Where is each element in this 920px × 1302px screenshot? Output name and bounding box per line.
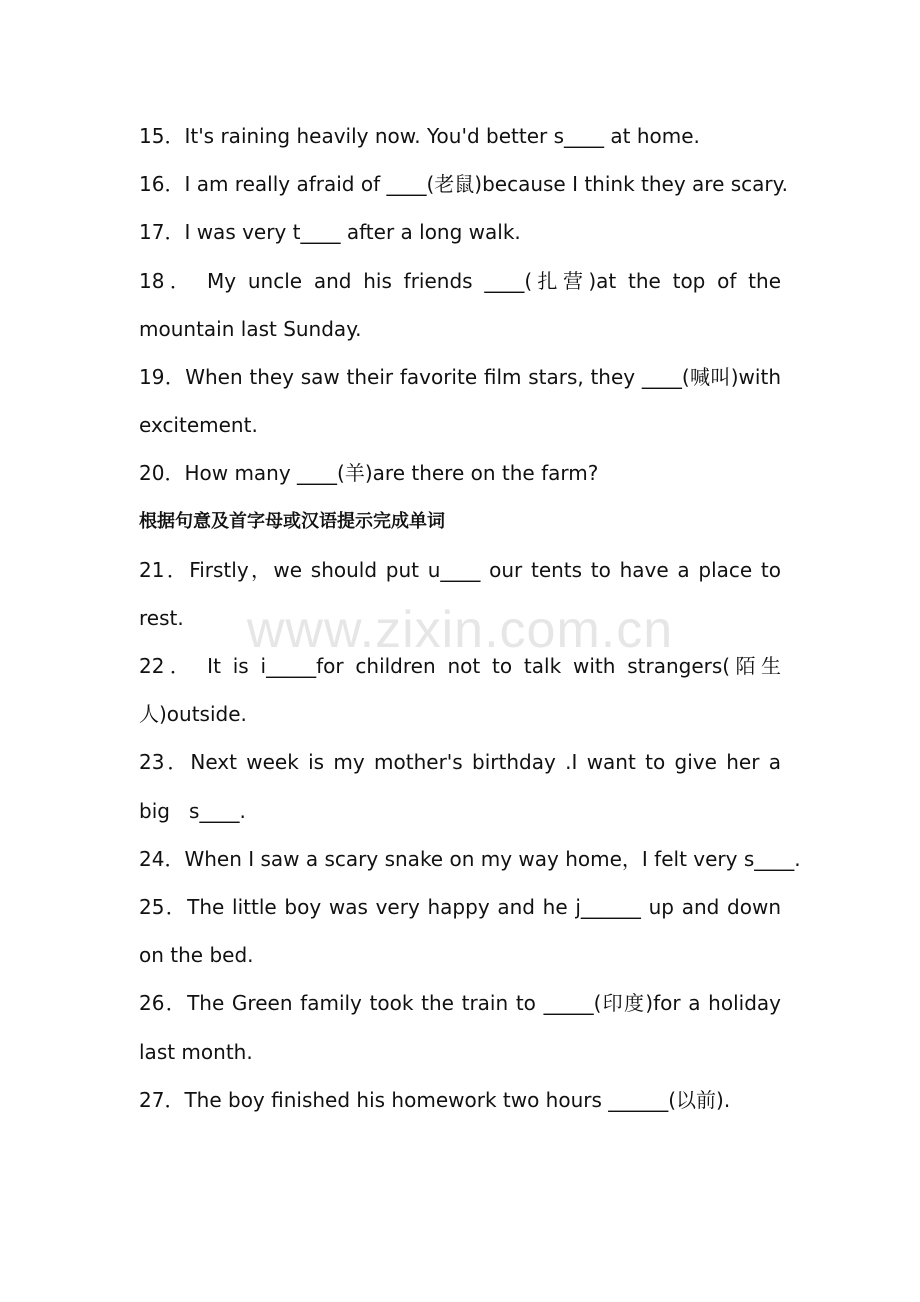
watermark: www.zixin.com.cn <box>246 601 674 659</box>
section-heading: 根据句意及首字母或汉语提示完成单词 <box>139 510 445 532</box>
question-22-continued: 人)outside. <box>139 702 247 727</box>
document-body <box>139 112 801 1124</box>
question-19-continued: excitement. <box>139 413 258 438</box>
question-15: 15．It's raining heavily now. You'd better s____ at home. <box>139 124 700 148</box>
question-23-continued: big s____. <box>139 798 246 823</box>
question-27: 27．The boy finished his homework two hours ______(以前). <box>139 1087 731 1112</box>
question-17: 17．I was very t____ after a long walk. <box>139 220 521 245</box>
question-25: 25．The little boy was very happy and he j______ up and down <box>139 895 781 919</box>
question-16: 16．I am really afraid of ____(老鼠)because I think they are scary. <box>139 172 788 197</box>
question-26: 26．The Green family took the train to _____(印度)for a holiday <box>139 991 781 1016</box>
question-21: 21．Firstly，we should put u____ our tents to have a place to <box>139 557 781 582</box>
question-23: 23．Next week is my mother's birthday .I want to give her a <box>139 750 781 775</box>
question-18-continued: mountain last Sunday. <box>139 316 362 341</box>
question-21-continued: rest. <box>139 605 184 630</box>
question-25-continued: on the bed. <box>139 943 254 968</box>
question-19: 19．When they saw their favorite film stars, they ____(喊叫)with <box>139 364 781 389</box>
question-22: 22． It is i_____for children not to talk with strangers(陌生 <box>139 654 781 679</box>
question-26-continued: last month. <box>139 1039 253 1064</box>
question-20: 20．How many ____(羊)are there on the farm? <box>139 461 599 486</box>
question-24: 24．When I saw a scary snake on my way home，I felt very s____. <box>139 846 801 871</box>
question-18: 18． My uncle and his friends ____(扎营)at the top of the <box>139 268 781 293</box>
